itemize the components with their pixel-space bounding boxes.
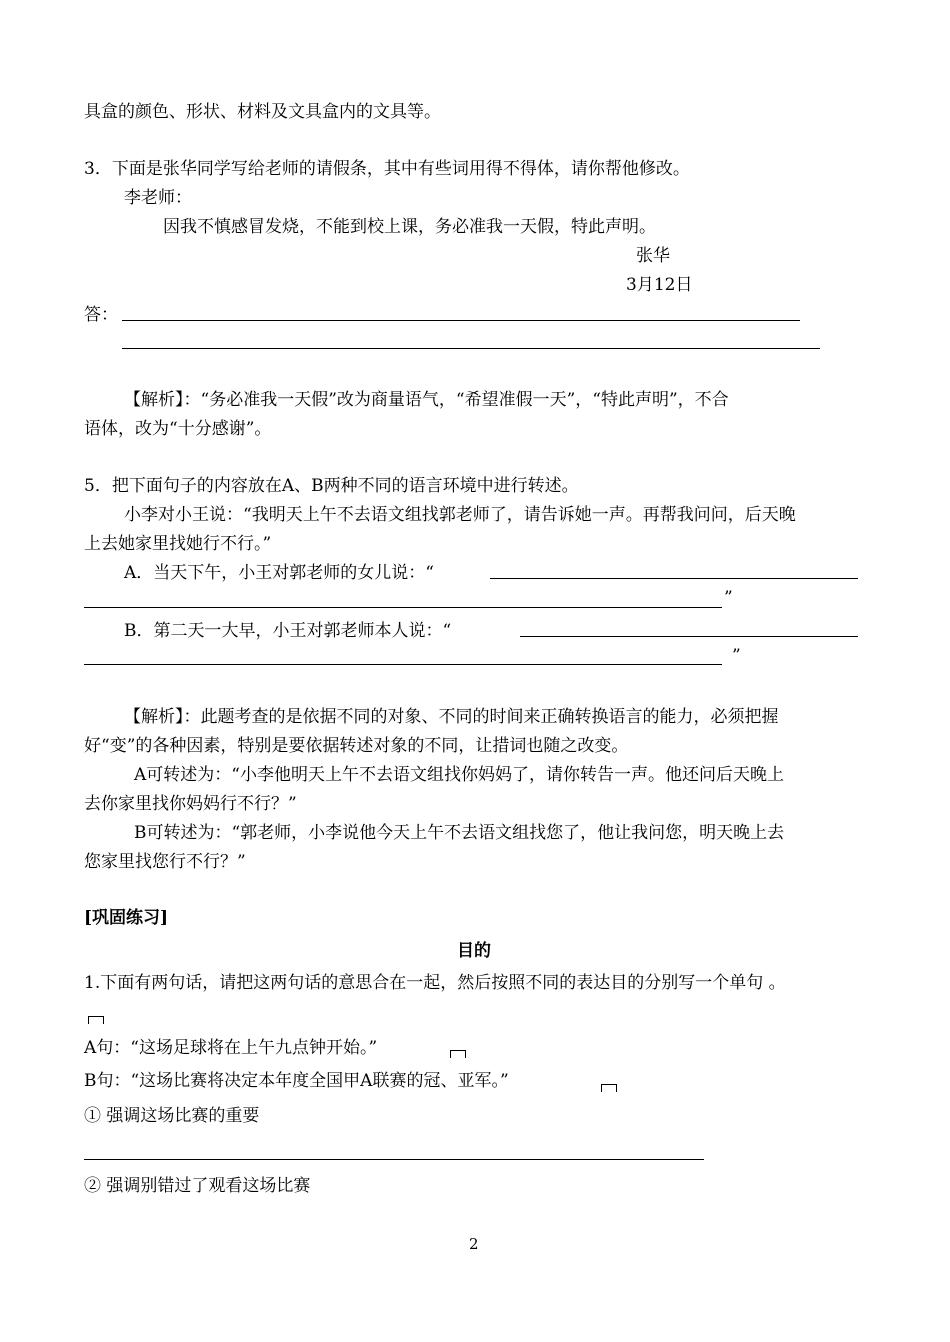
note-salutation: 李老师： — [124, 188, 192, 208]
analysis-1-line-2: 语体，改为“十分感谢”。 — [84, 419, 272, 439]
option-2: ② 强调别错过了观看这场比赛 — [84, 1176, 311, 1196]
option-b-blank-1 — [520, 636, 858, 637]
option-1: ① 强调这场比赛的重要 — [84, 1106, 260, 1126]
option-a-blank-2 — [84, 607, 722, 608]
option-a-close-quote: ” — [724, 588, 733, 608]
page-number: 2 — [469, 1235, 479, 1253]
option-a-blank-1 — [490, 578, 858, 579]
return-mark-icon — [88, 1016, 104, 1024]
option-a-label: A．当天下午，小王对郭老师的女儿说：“ — [124, 563, 434, 583]
subheading-purpose: 目的 — [457, 941, 491, 961]
option-b-blank-2 — [84, 664, 722, 665]
note-signature: 张华 — [636, 246, 670, 266]
option-1-blank — [84, 1159, 704, 1160]
question-5-quote-2: 上去她家里找她行不行。” — [84, 534, 272, 554]
sentence-a: A句：“这场足球将在上午九点钟开始。” — [84, 1038, 378, 1058]
practice-question-1: 1.下面有两句话，请把这两句话的意思合在一起，然后按照不同的表达目的分别写一个单句 。 — [84, 973, 786, 993]
option-b-close-quote: ” — [732, 646, 741, 666]
answer-label: 答： — [84, 305, 118, 325]
question-5: 5．把下面句子的内容放在A、B两种不同的语言环境中进行转述。 — [84, 476, 579, 496]
analysis-1-line-1: 【解析】：“务必准我一天假”改为商量语气，“希望准假一天”，“特此声明”，不合 — [124, 390, 729, 410]
section-heading: [巩固练习] — [84, 908, 169, 928]
analysis-2-a-line-2: 去你家里找你妈妈行不行？” — [84, 794, 297, 814]
note-date: 3月12日 — [626, 275, 693, 295]
analysis-2-line-2: 好“变”的各种因素，特别是要依据转述对象的不同，让措词也随之改变。 — [84, 736, 629, 756]
answer-blank-2 — [122, 348, 820, 349]
analysis-2-b-line-1: B可转述为：“郭老师，小李说他今天上午不去语文组找您了，他让我问您，明天晚上去 — [134, 823, 785, 843]
question-5-quote-1: 小李对小王说：“我明天上午不去语文组找郭老师了，请告诉她一声。再帮我问问，后天晚 — [124, 505, 796, 525]
note-body: 因我不慎感冒发烧，不能到校上课，务必准我一天假，特此声明。 — [163, 217, 656, 237]
sentence-b: B句：“这场比赛将决定本年度全国甲A联赛的冠、亚军。” — [84, 1071, 509, 1091]
analysis-2-a-line-1: A可转述为：“小李他明天上午不去语文组找你妈妈了，请你转告一声。他还问后天晚上 — [134, 765, 784, 785]
analysis-2-line-1: 【解析】：此题考查的是依据不同的对象、不同的时间来正确转换语言的能力，必须把握 — [124, 707, 779, 727]
analysis-2-b-line-2: 您家里找您行不行？” — [84, 852, 246, 872]
continuation-text: 具盒的颜色、形状、材料及文具盒内的文具等。 — [84, 102, 441, 122]
answer-blank-1 — [122, 320, 800, 321]
option-b-label: B．第二天一大早，小王对郭老师本人说：“ — [124, 621, 452, 641]
return-mark-icon — [450, 1050, 466, 1058]
return-mark-icon — [601, 1084, 617, 1092]
question-3: 3．下面是张华同学写给老师的请假条，其中有些词用得不得体，请你帮他修改。 — [84, 159, 690, 179]
